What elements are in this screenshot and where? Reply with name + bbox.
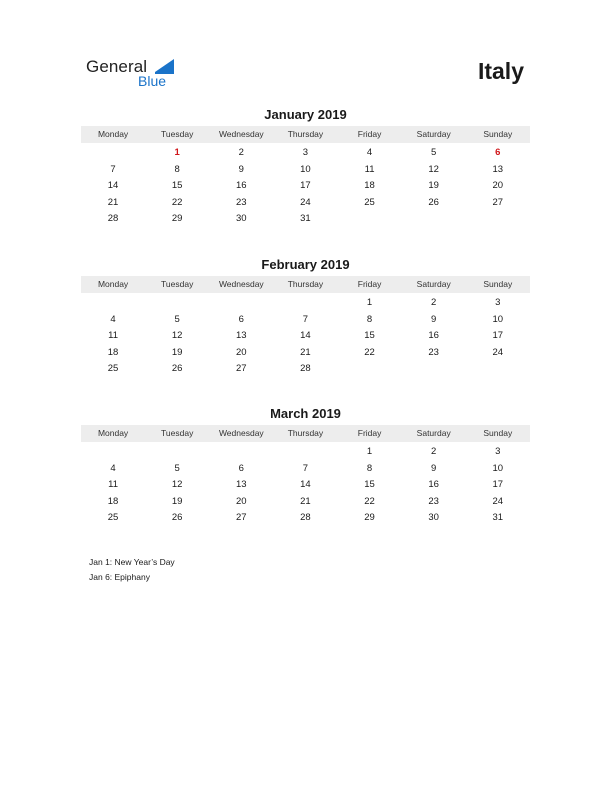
week-row	[81, 145, 530, 162]
day-cell: 18	[107, 495, 119, 507]
weekday-label: Tuesday	[161, 129, 194, 139]
day-cell: 5	[431, 147, 437, 158]
day-cell: 10	[492, 313, 504, 325]
logo-text-blue: Blue	[138, 73, 167, 89]
week-row	[81, 494, 530, 511]
day-cell: 29	[171, 213, 183, 224]
weekday-label: Saturday	[416, 428, 451, 438]
day-cell: 3	[495, 446, 501, 457]
day-cell: 15	[364, 479, 375, 490]
day-cell: 8	[366, 462, 373, 474]
day-cell: 7	[302, 462, 309, 474]
country-title: Italy	[477, 58, 524, 84]
weekday-label: Friday	[357, 279, 382, 289]
day-cell: 9	[431, 313, 437, 325]
day-cell: 19	[171, 346, 183, 358]
empty-day-cell	[402, 211, 466, 228]
day-cell: 31	[492, 512, 504, 523]
day-cell: 25	[107, 512, 119, 523]
weekday-label: Wednesday	[218, 428, 264, 438]
day-cell: 7	[110, 163, 116, 175]
week-row	[81, 444, 530, 461]
day-cell: 22	[364, 346, 375, 358]
empty-day-cell	[466, 361, 530, 378]
day-cell: 30	[236, 213, 247, 224]
month-title: February 2019	[261, 257, 350, 272]
weekday-label: Sunday	[483, 428, 513, 438]
day-cell: 10	[492, 462, 504, 474]
weekday-header-row	[81, 126, 530, 143]
holiday-note: Jan 6: Epiphany	[89, 571, 150, 582]
week-row	[81, 162, 530, 179]
day-cell: 12	[428, 163, 439, 175]
day-cell: 17	[492, 330, 504, 341]
day-cell: 20	[236, 346, 247, 358]
week-row	[81, 312, 530, 329]
weekday-label: Saturday	[416, 129, 451, 139]
day-cell: 16	[236, 180, 247, 191]
empty-day-cell	[338, 211, 402, 228]
empty-day-cell	[145, 444, 209, 461]
day-cell: 21	[300, 346, 311, 358]
holiday-day-cell: 6	[495, 147, 501, 158]
day-cell: 5	[174, 313, 180, 325]
day-cell: 3	[302, 147, 309, 158]
week-row	[81, 477, 530, 494]
day-cell: 2	[431, 297, 437, 308]
day-cell: 12	[171, 330, 183, 341]
month-title: January 2019	[264, 107, 347, 122]
week-row	[81, 510, 530, 527]
day-cell: 27	[236, 363, 247, 374]
day-cell: 2	[238, 147, 244, 158]
day-cell: 27	[236, 512, 247, 523]
day-cell: 29	[364, 512, 375, 523]
day-cell: 11	[364, 163, 375, 175]
empty-day-cell	[209, 295, 273, 312]
day-cell: 16	[428, 330, 439, 341]
weekday-label: Wednesday	[218, 279, 264, 289]
brand-logo	[86, 55, 186, 91]
day-cell: 28	[300, 363, 311, 374]
day-cell: 11	[108, 479, 118, 490]
empty-day-cell	[81, 295, 145, 312]
weekday-header-row	[81, 425, 530, 442]
day-cell: 1	[366, 297, 373, 308]
empty-day-cell	[81, 444, 145, 461]
day-cell: 26	[171, 512, 183, 523]
weekday-label: Thursday	[287, 279, 324, 289]
empty-day-cell	[145, 295, 209, 312]
weekday-label: Thursday	[287, 129, 324, 139]
day-cell: 22	[364, 495, 375, 507]
day-cell: 24	[492, 346, 504, 358]
day-cell: 20	[236, 495, 247, 507]
weekday-label: Monday	[97, 129, 129, 139]
day-cell: 9	[431, 462, 437, 474]
holiday-notes	[89, 555, 175, 584]
day-cell: 20	[492, 180, 504, 191]
day-cell: 28	[300, 512, 311, 523]
day-cell: 22	[171, 196, 183, 208]
weekday-header-row	[81, 276, 530, 293]
weekday-label: Monday	[97, 428, 129, 438]
empty-day-cell	[209, 444, 273, 461]
week-row	[81, 195, 530, 212]
weekday-label: Friday	[357, 129, 382, 139]
day-cell: 21	[107, 196, 119, 208]
week-row	[81, 361, 530, 378]
day-cell: 6	[238, 313, 244, 325]
day-cell: 13	[236, 330, 247, 341]
day-cell: 1	[366, 446, 373, 457]
weekday-label: Thursday	[287, 428, 324, 438]
day-cell: 5	[174, 462, 180, 474]
day-cell: 25	[364, 196, 375, 208]
day-cell: 4	[110, 313, 116, 325]
day-cell: 12	[171, 479, 183, 490]
day-cell: 23	[236, 196, 247, 208]
day-cell: 4	[366, 147, 373, 158]
day-cell: 17	[492, 479, 504, 490]
day-cell: 31	[300, 213, 311, 224]
weekday-label: Tuesday	[161, 428, 194, 438]
day-cell: 30	[428, 512, 439, 523]
day-cell: 6	[238, 462, 244, 474]
day-cell: 26	[171, 363, 183, 374]
day-cell: 16	[428, 479, 439, 490]
empty-day-cell	[338, 361, 402, 378]
month-calendar	[81, 106, 530, 228]
month-title: March 2019	[270, 406, 341, 421]
day-cell: 23	[428, 495, 439, 507]
week-row	[81, 211, 530, 228]
day-cell: 8	[366, 313, 373, 325]
holiday-note: Jan 1: New Year’s Day	[89, 557, 175, 567]
day-cell: 19	[171, 495, 183, 507]
day-cell: 26	[428, 196, 439, 208]
day-cell: 15	[364, 330, 375, 341]
day-cell: 10	[300, 163, 311, 175]
day-cell: 14	[300, 479, 311, 490]
weekday-label: Sunday	[483, 129, 513, 139]
holiday-day-cell: 1	[174, 147, 180, 158]
month-calendar	[81, 405, 530, 527]
day-cell: 18	[107, 346, 119, 358]
day-cell: 19	[428, 180, 439, 191]
day-cell: 14	[107, 180, 119, 191]
day-cell: 2	[431, 446, 437, 457]
day-cell: 11	[108, 330, 118, 341]
weekday-label: Friday	[357, 428, 382, 438]
day-cell: 23	[428, 346, 439, 358]
week-row	[81, 328, 530, 345]
day-cell: 21	[300, 495, 311, 507]
day-cell: 13	[492, 163, 504, 175]
day-cell: 4	[110, 462, 116, 474]
week-row	[81, 461, 530, 478]
weekday-label: Sunday	[483, 279, 513, 289]
day-cell: 27	[492, 196, 504, 208]
day-cell: 15	[171, 180, 183, 191]
empty-day-cell	[466, 211, 530, 228]
weekday-label: Saturday	[416, 279, 451, 289]
empty-day-cell	[81, 145, 145, 162]
weekday-label: Tuesday	[161, 279, 194, 289]
day-cell: 18	[364, 180, 375, 191]
day-cell: 25	[107, 363, 119, 374]
week-row	[81, 178, 530, 195]
day-cell: 8	[174, 163, 180, 175]
empty-day-cell	[273, 444, 337, 461]
day-cell: 9	[238, 163, 244, 175]
week-row	[81, 345, 530, 362]
day-cell: 3	[495, 297, 501, 308]
empty-day-cell	[273, 295, 337, 312]
day-cell: 17	[300, 180, 311, 191]
day-cell: 24	[300, 196, 311, 208]
logo-triangle-icon	[155, 59, 174, 72]
day-cell: 14	[300, 330, 311, 341]
day-cell: 28	[107, 213, 119, 224]
weekday-label: Monday	[97, 279, 129, 289]
day-cell: 7	[302, 313, 309, 325]
weekday-label: Wednesday	[218, 129, 264, 139]
day-cell: 24	[492, 495, 504, 507]
week-row	[81, 295, 530, 312]
day-cell: 13	[236, 479, 247, 490]
month-calendar	[81, 256, 530, 378]
empty-day-cell	[402, 361, 466, 378]
logo-text-general: General	[86, 57, 148, 76]
